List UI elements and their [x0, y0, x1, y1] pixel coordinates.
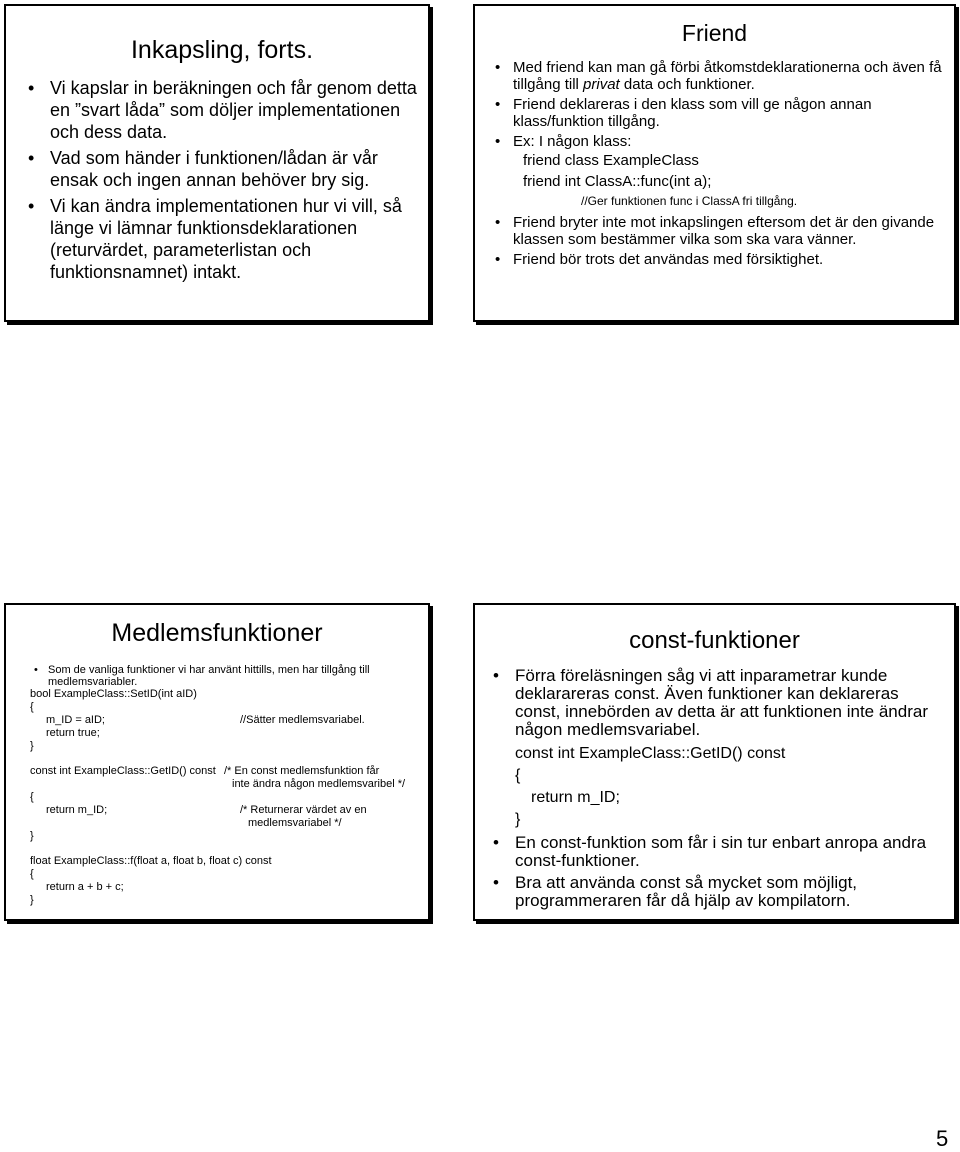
code-spacer — [30, 843, 428, 855]
code-comment — [224, 765, 405, 791]
comment-line: inte ändra någon medlemsvaribel */ — [232, 778, 406, 790]
code-line: } — [30, 740, 34, 752]
slide-title: Friend — [681, 20, 748, 46]
slide-inkapsling — [4, 4, 430, 322]
bullet-item — [513, 59, 944, 93]
code-line: { — [30, 868, 34, 880]
bullet-list — [48, 664, 418, 688]
slide-title: Inkapsling, forts. — [130, 36, 314, 64]
comment-line: /* En const medlemsfunktion får — [224, 765, 380, 777]
slide-title: const-funktioner — [629, 627, 800, 654]
code-line: const int ExampleClass::GetID() const — [515, 745, 786, 762]
italic-word: privat — [583, 76, 620, 93]
code-line: { — [30, 701, 34, 713]
bullet-item: • En const-funktion som får i sin tur enbart anropa andra const-funktioner. — [515, 834, 944, 870]
bullet-text: Ex: I någon klass: — [513, 133, 632, 150]
code-line: } — [30, 894, 34, 906]
bullet-item: • Vi kapslar in beräkningen och får genom detta en ”svart låda” som döljer implementationen och dess data. — [50, 77, 418, 143]
bullet-item — [513, 133, 944, 211]
bullet-item: • Förra föreläsningen såg vi att inparametrar kunde deklarareras const. Även funktioner kan deklareras const, innebörden av detta är att funktionen inte ändrar någon medlemsvariabel. — [515, 667, 944, 739]
code-line: m_ID = aID; — [46, 714, 105, 726]
bullet-item: • Bra att använda const så mycket som möjligt, programmeraren får då hjälp av kompilatorn. — [515, 874, 944, 910]
code-line: { — [30, 791, 34, 803]
code-line: bool ExampleClass::SetID(int aID) — [30, 688, 197, 700]
code-line: const int ExampleClass::GetID() const — [30, 765, 216, 777]
slide-friend — [473, 4, 956, 322]
bullet-text: Med friend kan man gå förbi åtkomstdeklarationerna och även få tillgång till — [513, 59, 942, 93]
code-line: return true; — [46, 727, 100, 739]
code-line: float ExampleClass::f(float a, float b, float c) const — [30, 855, 272, 867]
code-line: } — [515, 811, 521, 828]
code-comment: //Sätter medlemsvariabel. — [240, 714, 365, 726]
code-comment: //Ger funktionen func i ClassA fri tillgång. — [581, 194, 798, 208]
bullet-list — [515, 667, 944, 739]
code-line: { — [515, 767, 521, 784]
bullet-item: • Friend deklareras i den klass som vill ge någon annan klass/funktion tillgång. — [513, 96, 944, 130]
bullet-text: data och funktioner. — [619, 76, 755, 93]
bullet-list — [515, 834, 944, 910]
page-number: 5 — [936, 1126, 949, 1151]
code-row — [30, 714, 428, 727]
comment-line: medlemsvariabel */ — [248, 817, 342, 829]
bullet-list — [513, 59, 944, 268]
bullet-item: • Vi kan ändra implementationen hur vi vill, så länge vi lämnar funktionsdeklarationen (returvärdet, parameterlistan och funktionsnamnet) intakt. — [50, 195, 418, 283]
bullet-item: • Som de vanliga funktioner vi har använt hittills, men har tillgång till medlemsvariabler. — [48, 664, 418, 688]
slide-title: Medlemsfunktioner — [111, 619, 323, 647]
bullet-item: • Vad som händer i funktionen/lådan är vår ensak och ingen annan behöver bry sig. — [50, 147, 418, 191]
code-line: friend int ClassA::func(int a); — [523, 173, 712, 190]
code-comment — [240, 804, 367, 830]
bullet-list — [50, 77, 418, 283]
comment-line: /* Returnerar värdet av en — [240, 804, 367, 816]
bullet-item: • Friend bryter inte mot inkapslingen eftersom det är den givande klassen som bestämmer vilka som ska vara vänner. — [513, 214, 944, 248]
code-line: return a + b + c; — [46, 881, 124, 893]
code-row — [30, 804, 428, 830]
code-spacer — [30, 753, 428, 765]
bullet-item: • Friend bör trots det användas med försiktighet. — [513, 251, 944, 268]
code-line: } — [30, 830, 34, 842]
code-block — [6, 688, 428, 907]
slide-medlemsfunktioner — [4, 603, 430, 921]
code-line: friend class ExampleClass — [523, 152, 699, 169]
code-block — [499, 743, 954, 831]
code-row — [30, 765, 428, 791]
slide-const-funktioner — [473, 603, 956, 921]
code-line: return m_ID; — [46, 804, 108, 816]
code-line: return m_ID; — [531, 789, 620, 806]
